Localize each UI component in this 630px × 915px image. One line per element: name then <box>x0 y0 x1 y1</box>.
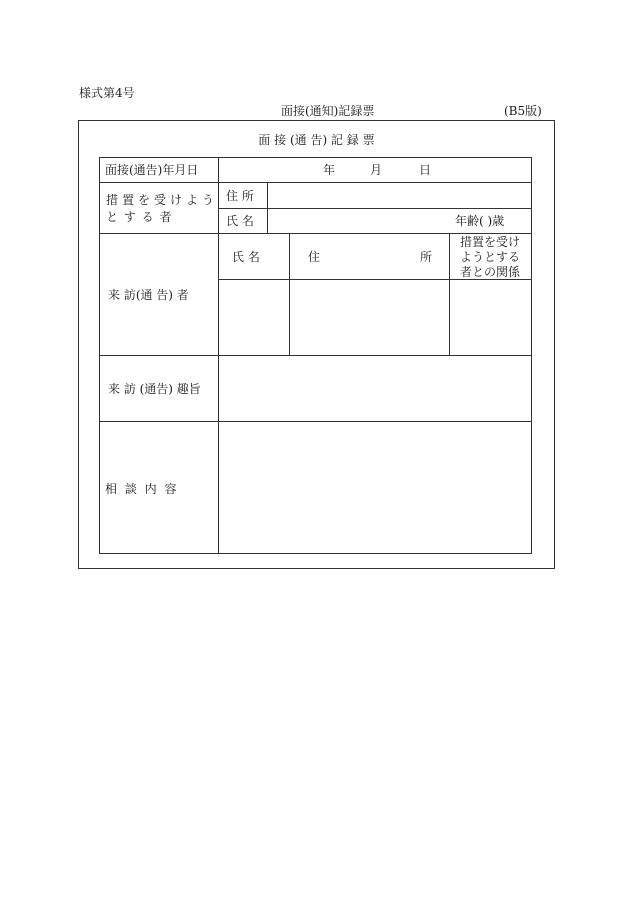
subject-label-line2: と す る 者 <box>106 210 173 224</box>
month-label: 月 <box>370 163 383 177</box>
purpose-label: 来 訪 (通告) 趣旨 <box>108 382 201 396</box>
table-border-bottom <box>99 553 532 554</box>
year-label: 年 <box>323 163 336 177</box>
table-border-left <box>99 157 100 554</box>
table-line-subject-bottom <box>99 233 532 234</box>
relation-header-line3: 者との関係 <box>460 265 521 279</box>
address-label: 住 所 <box>226 189 254 203</box>
visitor-address-header-end: 所 <box>420 250 433 264</box>
table-border-right <box>531 157 532 554</box>
day-label: 日 <box>419 163 432 177</box>
visitor-address-header: 住 <box>308 250 321 264</box>
table-label-divider <box>218 157 219 554</box>
table-border-top <box>99 157 532 158</box>
table-subject-subdivider <box>267 182 268 234</box>
age-label: 年齢( )歳 <box>455 214 505 228</box>
interview-date-label: 面接(通告)年月日 <box>105 163 199 177</box>
form-outer-frame <box>78 120 555 569</box>
relation-header-line1: 措置を受け <box>460 235 521 249</box>
visitor-name-header: 氏 名 <box>232 250 260 264</box>
visitor-label: 来 訪(通 告) 者 <box>108 288 189 302</box>
table-line-date-bottom <box>99 182 532 183</box>
relation-header-line2: ようとする <box>460 250 521 264</box>
paper-size-label: (B5版) <box>504 104 542 118</box>
name-label: 氏 名 <box>226 214 254 228</box>
consultation-label: 相 談 内 容 <box>105 482 179 496</box>
table-visitor-divider-1 <box>289 233 290 356</box>
table-visitor-divider-2 <box>449 233 450 356</box>
form-number: 様式第4号 <box>79 86 135 100</box>
subject-label-line1: 措置を受けよう <box>106 193 219 207</box>
table-line-visitor-header-bottom <box>219 279 532 280</box>
form-title: 面 接 (通 告) 記 録 票 <box>258 133 375 147</box>
table-line-visitor-bottom <box>99 355 532 356</box>
table-line-address-bottom <box>219 208 532 209</box>
table-line-purpose-bottom <box>99 421 532 422</box>
document-title: 面接(通知)記録票 <box>281 104 375 118</box>
